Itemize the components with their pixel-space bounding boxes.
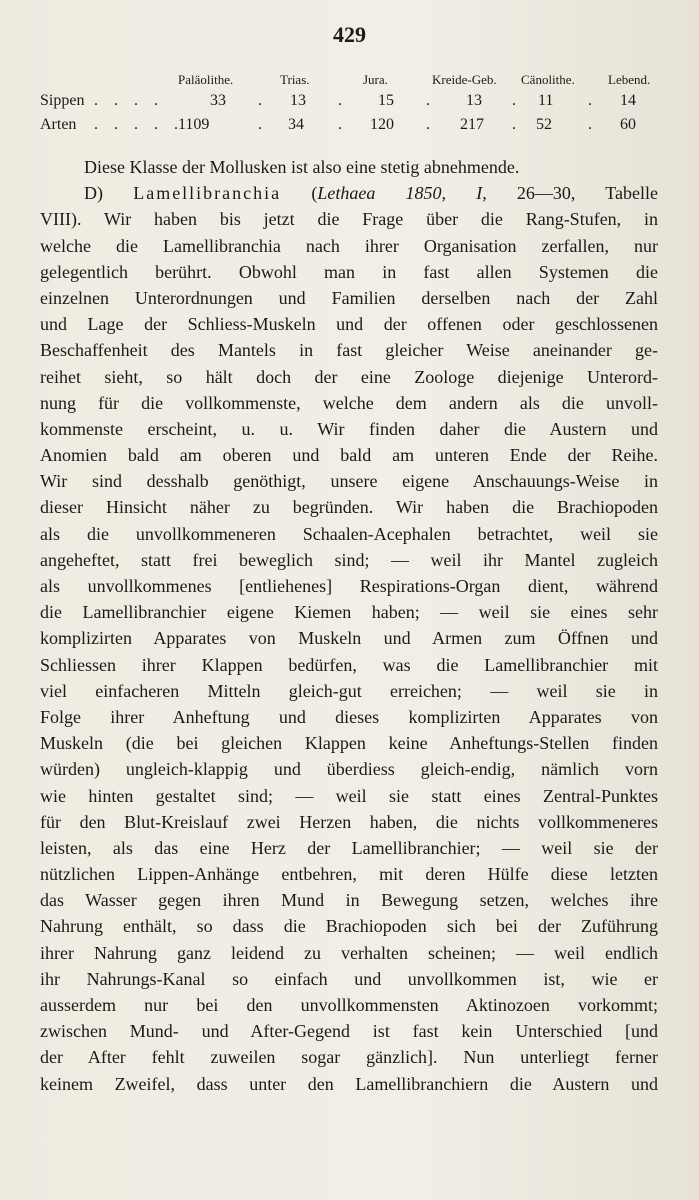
text-line: nung für die vollkommenste, welche dem andern als die unvoll- xyxy=(40,392,658,413)
row-label: Sippen xyxy=(40,92,85,109)
table-cell: 14 xyxy=(620,92,636,109)
body-text xyxy=(40,154,658,1097)
table-row: Arten . . . . . 1109 . 34 . 120 . 217 . 52 . 60 xyxy=(40,116,636,133)
text-line: komplizirten Apparates von Muskeln und Armen zum Öffnen und xyxy=(40,628,658,649)
text-line: als unvollkommenes [entliehenes] Respirations-Organ dient, während xyxy=(40,576,658,596)
table-cell: 1109 xyxy=(178,116,210,133)
table-cell: 33 xyxy=(210,92,226,109)
text-line: kommenste erscheint, u. u. Wir finden daher die Austern und xyxy=(40,418,658,439)
table-cell: 34 xyxy=(288,116,304,133)
text-line: dieser Hinsicht näher zu begründen. Wir haben die Brachiopoden xyxy=(40,497,658,518)
column-header: Cänolithe. xyxy=(521,72,575,87)
statistics-table xyxy=(40,72,670,140)
text-line: Beschaffenheit des Mantels in fast gleicher Weise aneinander ge- xyxy=(40,340,658,361)
text-line: für den Blut-Kreislauf zwei Herzen haben, die nichts vollkommeneres xyxy=(40,811,658,832)
text-line: einzelnen Unterordnungen und Familien derselben nach der Zahl xyxy=(40,287,658,308)
text-line: ihrer Nahrung ganz leidend zu verhalten scheinen; — weil endlich xyxy=(40,942,658,963)
column-header: Kreide-Geb. xyxy=(432,72,497,87)
text-line: Wir sind desshalb genöthigt, unsere eigene Anschauungs-Weise in xyxy=(40,471,658,492)
text-line: welche die Lamellibranchia nach ihrer Organisation zerfallen, nur xyxy=(40,235,658,256)
text-line: keinem Zweifel, dass unter den Lamellibranchiern die Austern und xyxy=(40,1073,658,1094)
table-cell: 11 xyxy=(538,92,554,109)
text-line: die Lamellibranchier eigene Kiemen haben; — weil sie eines sehr xyxy=(40,602,658,623)
text-line: Anomien bald am oberen und bald am unteren Ende der Reihe. xyxy=(40,445,658,466)
text-line: und Lage der Schliess-Muskeln und der offenen oder geschlossenen xyxy=(40,314,658,335)
text-line: VIII). Wir haben bis jetzt die Frage über die Rang-Stufen, in xyxy=(40,209,658,230)
text-line: Folge ihrer Anheftung und dieses komplizirten Apparates von xyxy=(40,706,658,727)
section-heading: Lamellibranchia xyxy=(133,183,282,204)
text-line: wie hinten gestaltet sind; — weil sie statt eines Zentral-Punktes xyxy=(40,785,658,806)
table-cell: 120 xyxy=(370,116,394,133)
text-line: gelegentlich berührt. Obwohl man in fast allen Systemen die xyxy=(40,261,658,282)
page-number: 429 xyxy=(333,22,366,47)
table-row: Sippen . . . . 33 . 13 . 15 . 13 . 11 . 14 xyxy=(40,92,636,109)
column-header: Trias. xyxy=(280,72,310,87)
text-line: Nahrung enthält, so dass die Brachiopoden sich bei der Zuführung xyxy=(40,916,658,937)
text-line: angeheftet, statt frei beweglich sind; — weil ihr Mantel zugleich xyxy=(40,549,658,570)
text-line: Schliessen ihrer Klappen bedürfen, was die Lamellibranchier mit xyxy=(40,654,658,675)
column-header: Paläolithe. xyxy=(178,72,234,87)
table-cell: 13 xyxy=(466,92,482,109)
table-cell: 15 xyxy=(378,92,394,109)
text-line: Diese Klasse der Mollusken ist also eine stetig abnehmende. xyxy=(84,157,520,177)
column-header: Jura. xyxy=(363,72,388,87)
text-line: D) Lamellibranchia (Lethaea 1850, I, 26—30, Tabelle xyxy=(84,183,659,204)
text-line: nützlichen Lippen-Anhänge entbehren, mit deren Hülfe diese letzten xyxy=(40,864,658,885)
table-cell: 217 xyxy=(460,116,484,133)
text-line: das Wasser gegen ihren Mund in Bewegung setzen, welches ihre xyxy=(40,890,658,911)
text-line: leisten, als das eine Herz der Lamellibranchier; — weil sie der xyxy=(40,837,658,858)
text-line: als die unvollkommeneren Schaalen-Acephalen betrachtet, weil sie xyxy=(40,523,658,544)
text-line: würden) ungleich-klappig und überdiess gleich-endig, nämlich vorn xyxy=(40,759,658,780)
text-line: der After fehlt zuweilen sogar gänzlich]. Nun unterliegt ferner xyxy=(40,1047,658,1068)
table-cell: 52 xyxy=(536,116,552,133)
text-line: ihr Nahrungs-Kanal so einfach und unvollkommen ist, wie er xyxy=(40,968,658,989)
table-cell: 13 xyxy=(290,92,306,109)
text-line: Muskeln (die bei gleichen Klappen keine Anheftungs-Stellen finden xyxy=(40,733,658,754)
table-cell: 60 xyxy=(620,116,636,133)
text-line: viel einfacheren Mitteln gleich-gut erreichen; — weil sie in xyxy=(40,680,658,701)
text-line: reihet sieht, so hält doch der eine Zoologe diejenige Unterord- xyxy=(40,366,658,387)
text-line: ausserdem nur bei den unvollkommensten Aktinozoen vorkommt; xyxy=(40,995,658,1015)
table-header-row xyxy=(40,72,670,92)
text-line: zwischen Mund- und After-Gegend ist fast kein Unterschied [und xyxy=(40,1021,658,1042)
row-label: Arten xyxy=(40,116,77,133)
citation: Lethaea 1850, I, xyxy=(317,183,487,204)
leader-dots: . . . . xyxy=(94,92,164,109)
column-header: Lebend. xyxy=(608,72,651,87)
leader-dots: . . . . . xyxy=(94,116,184,133)
